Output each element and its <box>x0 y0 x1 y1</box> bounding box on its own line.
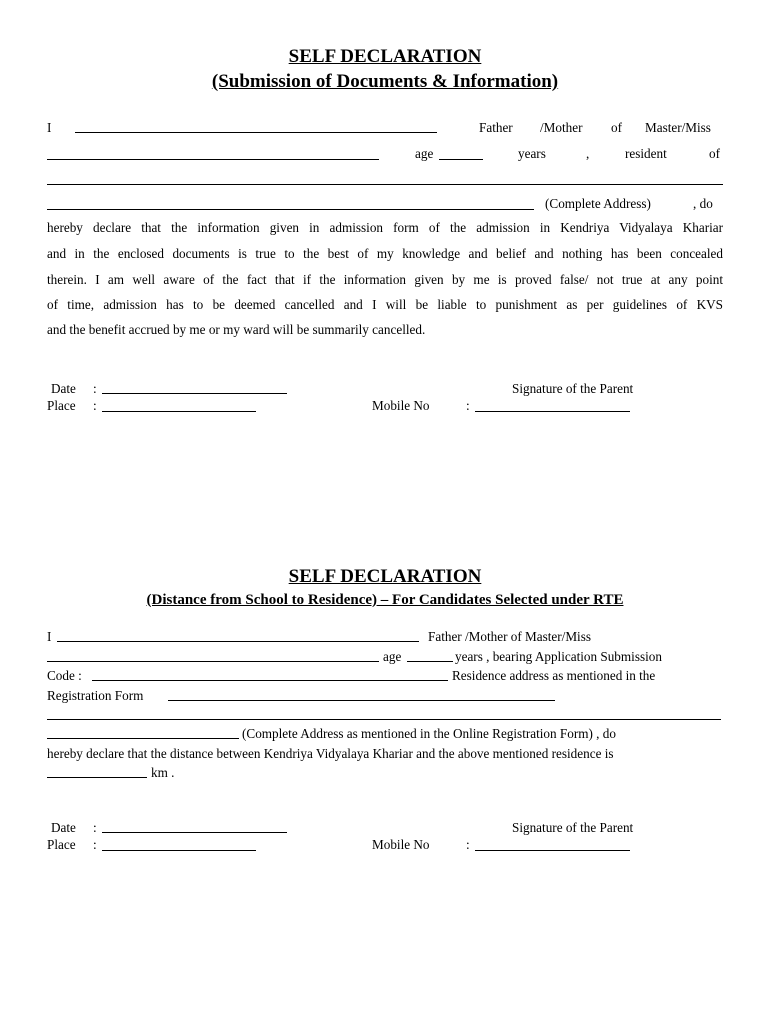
s1-body-line-3: therein. I am well aware of the fact that if the information given by me is proved false/ not true at any point <box>47 272 723 287</box>
s2-address-field-1[interactable] <box>47 719 721 720</box>
s1-comma: , <box>586 146 590 161</box>
s2-date-label: Date <box>51 820 76 835</box>
s2-signature-label: Signature of the Parent <box>512 820 634 835</box>
s2-i-label: I <box>47 629 52 644</box>
s2-father-mother-label: Father /Mother of Master/Miss <box>428 629 591 644</box>
s1-years-label: years <box>518 146 546 161</box>
s1-age-label: age <box>415 146 434 161</box>
s1-address-field-2[interactable] <box>47 209 534 210</box>
s2-code-field[interactable] <box>92 680 448 681</box>
s2-mobile-field[interactable] <box>475 850 630 851</box>
s1-mother-label: /Mother <box>540 120 583 135</box>
s2-date-field[interactable] <box>102 832 287 833</box>
s2-distance-field[interactable] <box>47 777 147 778</box>
s1-name-field[interactable] <box>75 132 437 133</box>
s1-mobile-label: Mobile No <box>372 398 430 413</box>
section2-title: SELF DECLARATION <box>288 566 482 587</box>
s1-address-field-1[interactable] <box>47 184 723 185</box>
s1-place-field[interactable] <box>102 411 256 412</box>
s1-ward-name-field[interactable] <box>47 159 379 160</box>
section2-subtitle: (Distance from School to Residence) – For Candidates Selected under RTE <box>146 592 624 608</box>
s1-father-label: Father <box>479 120 513 135</box>
s1-date-label: Date <box>51 381 76 396</box>
s1-body-line-5: and the benefit accrued by me or my ward will be summarily cancelled. <box>47 322 426 337</box>
s1-master-label: Master/Miss <box>645 120 711 135</box>
s1-place-label: Place <box>47 398 76 413</box>
s2-body-line: hereby declare that the distance between Kendriya Vidyalaya Khariar and the above mentioned residence is <box>47 746 614 761</box>
s1-body-line-1: hereby declare that the information given in admission form of the admission in Kendriya Vidyalaya Khariar <box>47 220 723 235</box>
s1-date-field[interactable] <box>102 393 287 394</box>
s2-km-label: km . <box>151 765 175 780</box>
s2-date-colon: : <box>93 820 97 835</box>
s1-date-colon: : <box>93 381 97 396</box>
s1-of-label: of <box>611 120 622 135</box>
s1-complete-address-label: (Complete Address) <box>545 196 651 211</box>
s2-place-label: Place <box>47 837 76 852</box>
s1-place-colon: : <box>93 398 97 413</box>
s1-mobile-colon: : <box>466 398 470 413</box>
s2-mobile-colon: : <box>466 837 470 852</box>
s1-do-label: , do <box>693 196 713 211</box>
s1-age-field[interactable] <box>439 159 483 160</box>
s1-signature-label: Signature of the Parent <box>512 381 634 396</box>
s2-age-label: age <box>383 649 402 664</box>
s2-residence-label: Residence address as mentioned in the <box>452 668 656 683</box>
s2-years-label: years , bearing Application Submission <box>455 649 662 664</box>
s2-mobile-label: Mobile No <box>372 837 430 852</box>
s2-age-field[interactable] <box>407 661 453 662</box>
s2-complete-address-label: (Complete Address as mentioned in the Online Registration Form) , do <box>242 726 616 741</box>
s2-name-field[interactable] <box>57 641 419 642</box>
s2-address-field-2[interactable] <box>47 738 239 739</box>
s2-place-colon: : <box>93 837 97 852</box>
section1-title: SELF DECLARATION <box>288 46 482 67</box>
s1-i-label: I <box>47 120 52 135</box>
s1-of2-label: of <box>709 146 720 161</box>
s1-body-line-2: and in the enclosed documents is true to the best of my knowledge and belief and nothing has been concealed <box>47 246 723 261</box>
s1-resident-label: resident <box>625 146 667 161</box>
s1-body-line-4: of time, admission has to be deemed cancelled and I will be liable to punishment as per guidelines of KVS <box>47 297 723 312</box>
s2-registration-label: Registration Form <box>47 688 144 703</box>
section1-subtitle: (Submission of Documents & Information) <box>211 71 559 92</box>
s2-place-field[interactable] <box>102 850 256 851</box>
s1-mobile-field[interactable] <box>475 411 630 412</box>
s2-code-label: Code : <box>47 668 82 683</box>
s2-ward-name-field[interactable] <box>47 661 379 662</box>
s2-registration-field[interactable] <box>168 700 555 701</box>
